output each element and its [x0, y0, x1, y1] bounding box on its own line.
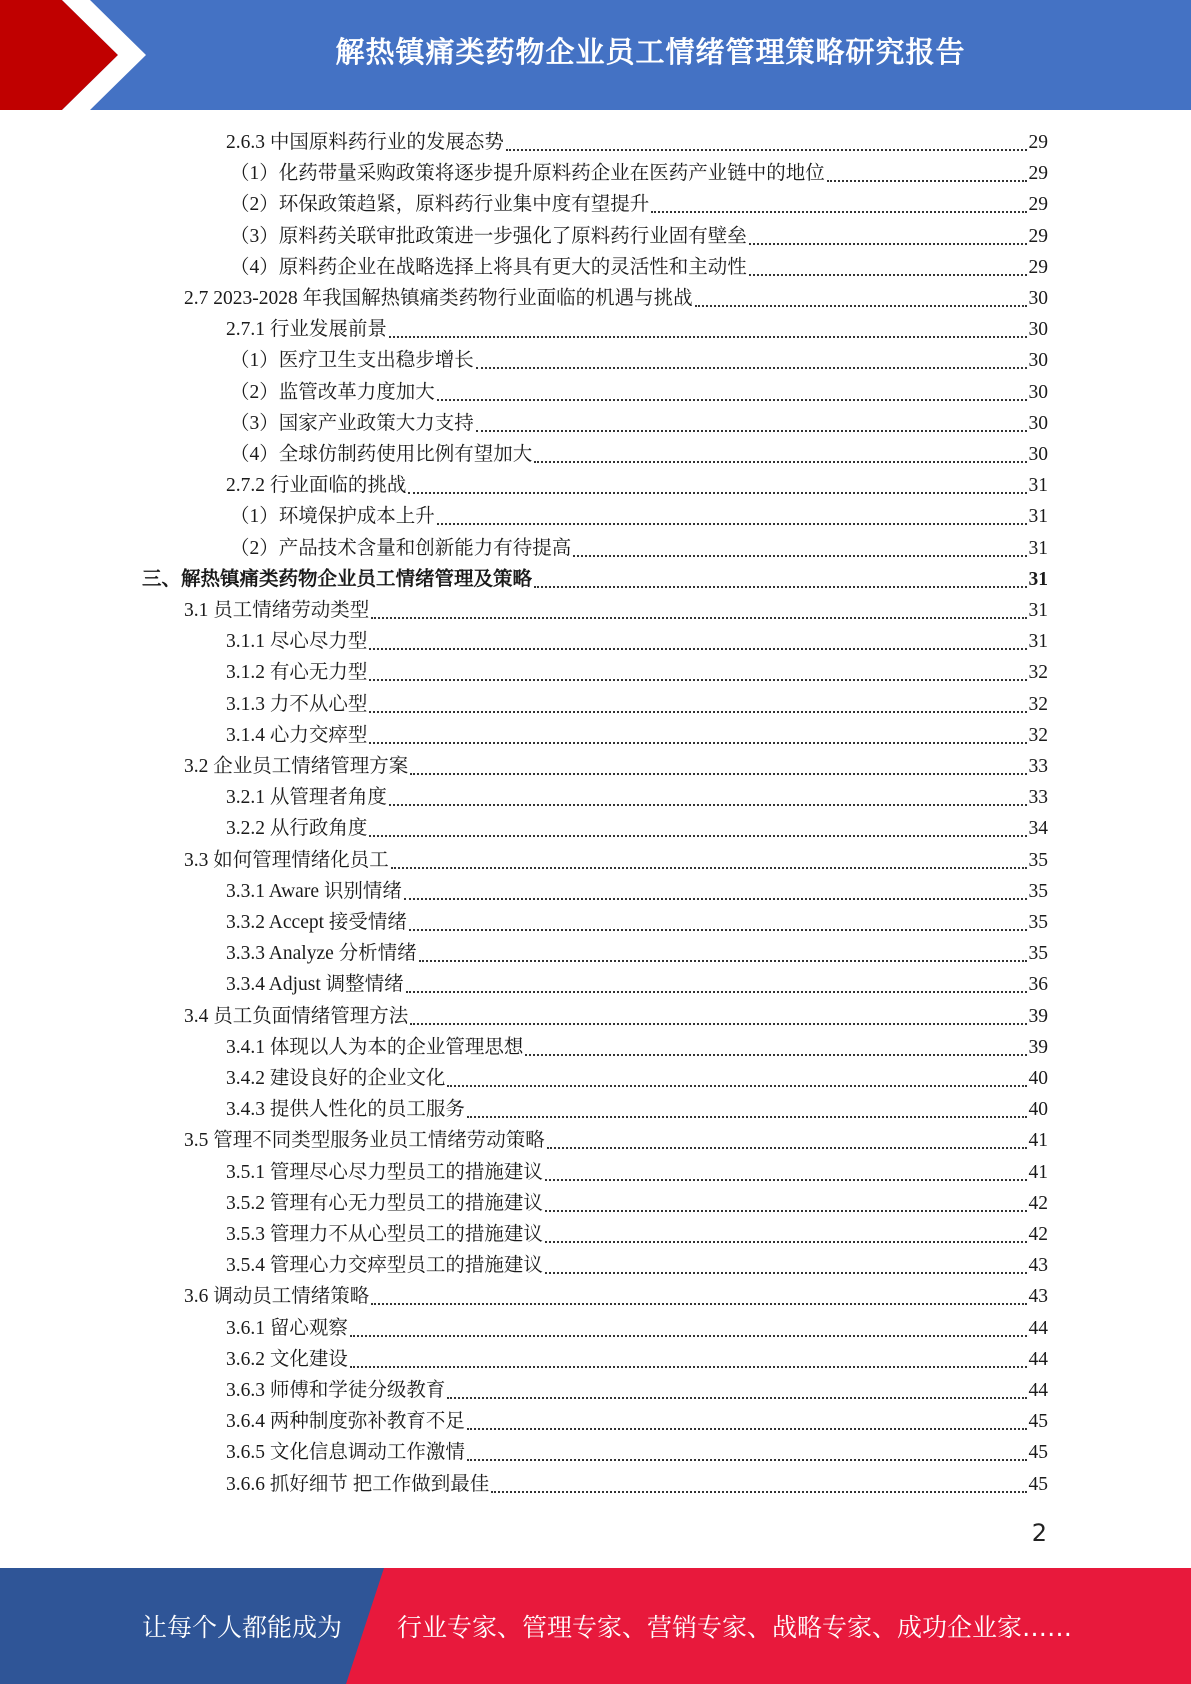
toc-entry-page: 29 [1028, 163, 1048, 184]
toc-entry[interactable] [226, 1250, 1048, 1281]
toc-entry[interactable] [226, 969, 1048, 1000]
toc-entry-page: 35 [1028, 881, 1048, 902]
toc-leader-dots [404, 898, 1027, 900]
toc-leader-dots [491, 1491, 1026, 1493]
toc-entry[interactable] [184, 1125, 1048, 1156]
toc-leader-dots [534, 586, 1026, 588]
toc-leader-dots [545, 1272, 1027, 1274]
toc-entry-label: （1）化药带量采购政策将逐步提升原料药企业在医药产业链中的地位 [230, 163, 825, 184]
toc-entry-page: 31 [1028, 506, 1048, 527]
toc-leader-dots [369, 742, 1026, 744]
header-banner [0, 0, 1191, 110]
toc-entry-label: 2.6.3 中国原料药行业的发展态势 [226, 132, 504, 153]
toc-leader-dots [467, 1116, 1027, 1118]
footer-slogan-left: 让每个人都能成为 [142, 1613, 343, 1642]
toc-leader-dots [371, 617, 1026, 619]
toc-entry-label: 3.6.4 两种制度弥补教育不足 [226, 1411, 465, 1432]
toc-entry[interactable] [184, 283, 1048, 314]
footer-slogan-right: 行业专家、管理专家、营销专家、战略专家、成功企业家…… [397, 1613, 1073, 1642]
footer-banner [0, 1568, 1191, 1684]
toc-entry[interactable] [226, 782, 1048, 813]
toc-entry-label: 3.3.3 Analyze 分析情绪 [226, 943, 417, 964]
toc-entry-label: 3.6.1 留心观察 [226, 1318, 348, 1339]
toc-entry[interactable] [184, 595, 1048, 626]
toc-entry-label: 三、解热镇痛类药物企业员工情绪管理及策略 [142, 569, 533, 590]
toc-entry-page: 29 [1028, 226, 1048, 247]
toc-leader-dots [467, 1459, 1027, 1461]
toc-leader-dots [545, 1241, 1027, 1243]
toc-entry[interactable] [226, 1406, 1048, 1437]
toc-entry-page: 34 [1028, 818, 1048, 839]
toc-leader-dots [506, 149, 1027, 151]
toc-entry-label: （4）原料药企业在战略选择上将具有更大的灵活性和主动性 [230, 257, 747, 278]
toc-entry[interactable] [226, 1063, 1048, 1094]
toc-entry-label: 3.6.2 文化建设 [226, 1349, 348, 1370]
toc-entry-page: 30 [1028, 382, 1048, 403]
toc-entry[interactable] [230, 221, 1048, 252]
toc-entry[interactable] [226, 1219, 1048, 1250]
toc-entry-label: 3.6.3 师傅和学徒分级教育 [226, 1380, 446, 1401]
toc-entry[interactable] [230, 533, 1048, 564]
toc-entry-page: 41 [1028, 1162, 1048, 1183]
toc-entry-label: （4）全球仿制药使用比例有望加大 [230, 444, 533, 465]
toc-entry-page: 44 [1028, 1380, 1048, 1401]
toc-entry[interactable] [226, 907, 1048, 938]
toc-entry-page: 35 [1028, 912, 1048, 933]
toc-leader-dots [437, 523, 1027, 525]
toc-leader-dots [406, 991, 1027, 993]
toc-entry-page: 33 [1028, 756, 1048, 777]
document-title: 解热镇痛类药物企业员工情绪管理策略研究报告 [335, 34, 966, 69]
toc-entry-page: 45 [1028, 1442, 1048, 1463]
toc-entry[interactable] [184, 1001, 1048, 1032]
toc-leader-dots [369, 648, 1026, 650]
toc-entry-page: 30 [1028, 319, 1048, 340]
toc-entry-page: 44 [1028, 1318, 1048, 1339]
toc-entry-label: 3.1.3 力不从心型 [226, 694, 368, 715]
toc-leader-dots [695, 305, 1027, 307]
toc-entry-page: 30 [1028, 444, 1048, 465]
toc-entry-page: 29 [1028, 132, 1048, 153]
toc-entry-label: 3.4 员工负面情绪管理方法 [184, 1006, 409, 1027]
toc-entry[interactable] [230, 252, 1048, 283]
toc-entry[interactable] [226, 1094, 1048, 1125]
toc-entry-label: 3.5.2 管理有心无力型员工的措施建议 [226, 1193, 543, 1214]
toc-leader-dots [467, 1428, 1027, 1430]
toc-entry[interactable] [226, 127, 1048, 158]
toc-entry-label: 3.1.2 有心无力型 [226, 662, 368, 683]
toc-entry-label: （2）环保政策趋紧，原料药行业集中度有望提升 [230, 194, 650, 215]
toc-entry[interactable] [230, 377, 1048, 408]
toc-entry-page: 32 [1028, 725, 1048, 746]
toc-entry-label: 3.4.3 提供人性化的员工服务 [226, 1099, 465, 1120]
toc-entry-page: 32 [1028, 694, 1048, 715]
toc-leader-dots [369, 679, 1026, 681]
toc-entry[interactable] [226, 938, 1048, 969]
toc-leader-dots [391, 867, 1027, 869]
toc-entry-label: 3.3 如何管理情绪化员工 [184, 850, 389, 871]
toc-leader-dots [447, 1085, 1026, 1087]
toc-entry[interactable] [226, 1375, 1048, 1406]
toc-entry[interactable] [230, 439, 1048, 470]
toc-leader-dots [437, 399, 1027, 401]
toc-entry[interactable] [230, 158, 1048, 189]
toc-entry-label: （3）原料药关联审批政策进一步强化了原料药行业固有壁垒 [230, 226, 747, 247]
toc-entry[interactable] [230, 189, 1048, 220]
toc-leader-dots [419, 960, 1027, 962]
toc-entry-page: 30 [1028, 413, 1048, 434]
toc-leader-dots [749, 274, 1027, 276]
toc-entry-page: 42 [1028, 1193, 1048, 1214]
toc-leader-dots [476, 430, 1027, 432]
toc-entry-label: 3.6 调动员工情绪策略 [184, 1286, 370, 1307]
toc-entry[interactable] [226, 657, 1048, 688]
toc-leader-dots [545, 1179, 1027, 1181]
toc-entry-label: 3.2 企业员工情绪管理方案 [184, 756, 409, 777]
toc-entry-label: 3.3.4 Adjust 调整情绪 [226, 974, 404, 995]
toc-entry[interactable] [230, 345, 1048, 376]
toc-leader-dots [389, 804, 1027, 806]
toc-leader-dots [545, 1210, 1027, 1212]
toc-leader-dots [447, 1397, 1026, 1399]
toc-leader-dots [371, 1303, 1026, 1305]
toc-entry[interactable] [184, 751, 1048, 782]
toc-entry[interactable] [226, 876, 1048, 907]
toc-entry[interactable] [226, 720, 1048, 751]
toc-entry-page: 31 [1028, 475, 1048, 496]
toc-leader-dots [408, 492, 1026, 494]
toc-entry-label: 3.1.1 尽心尽力型 [226, 631, 368, 652]
toc-leader-dots [369, 711, 1026, 713]
toc-entry-page: 36 [1028, 974, 1048, 995]
toc-entry-label: 3.5.4 管理心力交瘁型员工的措施建议 [226, 1255, 543, 1276]
toc-entry[interactable] [226, 813, 1048, 844]
toc-entry-page: 29 [1028, 194, 1048, 215]
toc-entry[interactable] [226, 1032, 1048, 1063]
toc-entry-page: 30 [1028, 350, 1048, 371]
toc-leader-dots [369, 835, 1026, 837]
toc-entry[interactable] [226, 626, 1048, 657]
toc-entry-page: 43 [1028, 1255, 1048, 1276]
toc-entry[interactable] [184, 845, 1048, 876]
toc-entry-label: 3.6.6 抓好细节 把工作做到最佳 [226, 1474, 490, 1495]
toc-entry-label: 3.1 员工情绪劳动类型 [184, 600, 370, 621]
toc-leader-dots [409, 929, 1027, 931]
toc-entry-page: 31 [1028, 538, 1048, 559]
toc-leader-dots [350, 1366, 1027, 1368]
toc-leader-dots [476, 367, 1027, 369]
toc-entry-label: 3.5 管理不同类型服务业员工情绪劳动策略 [184, 1130, 545, 1151]
toc-entry-page: 45 [1028, 1474, 1048, 1495]
toc-leader-dots [749, 243, 1027, 245]
toc-entry[interactable] [226, 1437, 1048, 1468]
toc-entry-label: （2）监管改革力度加大 [230, 382, 435, 403]
toc-leader-dots [410, 773, 1026, 775]
toc-entry-label: 2.7.2 行业面临的挑战 [226, 475, 407, 496]
page-number: 2 [1031, 1519, 1047, 1547]
toc-entry-label: 3.3.1 Aware 识别情绪 [226, 881, 402, 902]
toc-entry-label: （1）医疗卫生支出稳步增长 [230, 350, 474, 371]
toc-entry[interactable] [142, 564, 1048, 595]
toc-entry-page: 35 [1028, 943, 1048, 964]
toc-entry-label: （3）国家产业政策大力支持 [230, 413, 474, 434]
toc-leader-dots [547, 1147, 1027, 1149]
toc-entry[interactable] [226, 314, 1048, 345]
toc-entry[interactable] [184, 1281, 1048, 1312]
toc-entry-label: 3.2.2 从行政角度 [226, 818, 368, 839]
toc-entry-page: 29 [1028, 257, 1048, 278]
toc-entry-page: 44 [1028, 1349, 1048, 1370]
toc-leader-dots [573, 555, 1026, 557]
toc-entry-label: 3.1.4 心力交瘁型 [226, 725, 368, 746]
toc-entry-label: 3.6.5 文化信息调动工作激情 [226, 1442, 465, 1463]
toc-entry-label: 2.7.1 行业发展前景 [226, 319, 387, 340]
toc-entry-label: 3.2.1 从管理者角度 [226, 787, 387, 808]
toc-entry-label: 3.4.2 建设良好的企业文化 [226, 1068, 446, 1089]
toc-leader-dots [410, 1023, 1026, 1025]
toc-entry-page: 43 [1028, 1286, 1048, 1307]
toc-leader-dots [651, 211, 1026, 213]
toc-entry[interactable] [226, 1313, 1048, 1344]
toc-entry-label: （2）产品技术含量和创新能力有待提高 [230, 538, 572, 559]
toc-entry-page: 41 [1028, 1130, 1048, 1151]
toc-entry[interactable] [230, 501, 1048, 532]
toc-entry-page: 42 [1028, 1224, 1048, 1245]
toc-leader-dots [827, 180, 1027, 182]
toc-entry-page: 31 [1028, 600, 1048, 621]
toc-entry-page: 35 [1028, 850, 1048, 871]
toc-entry-label: （1）环境保护成本上升 [230, 506, 435, 527]
toc-entry-label: 3.3.2 Accept 接受情绪 [226, 912, 407, 933]
toc-leader-dots [389, 336, 1027, 338]
toc-entry-page: 32 [1028, 662, 1048, 683]
toc-entry-page: 45 [1028, 1411, 1048, 1432]
toc-entry-page: 40 [1028, 1099, 1048, 1120]
toc-entry-label: 3.4.1 体现以人为本的企业管理思想 [226, 1037, 524, 1058]
toc-entry-page: 30 [1028, 288, 1048, 309]
toc-entry-page: 39 [1028, 1006, 1048, 1027]
toc-leader-dots [534, 461, 1026, 463]
toc-entry[interactable] [230, 408, 1048, 439]
toc-entry-page: 39 [1028, 1037, 1048, 1058]
toc-entry[interactable] [226, 689, 1048, 720]
toc-leader-dots [525, 1054, 1026, 1056]
toc-entry-page: 31 [1028, 631, 1048, 652]
toc-entry[interactable] [226, 1469, 1048, 1500]
toc-entry-page: 31 [1028, 569, 1048, 590]
toc-entry-page: 33 [1028, 787, 1048, 808]
toc-entry-label: 3.5.3 管理力不从心型员工的措施建议 [226, 1224, 543, 1245]
toc-entry-label: 3.5.1 管理尽心尽力型员工的措施建议 [226, 1162, 543, 1183]
toc-entry-page: 40 [1028, 1068, 1048, 1089]
toc-entry[interactable] [226, 1344, 1048, 1375]
toc-leader-dots [350, 1335, 1027, 1337]
toc-entry-label: 2.7 2023-2028 年我国解热镇痛类药物行业面临的机遇与挑战 [184, 288, 693, 309]
toc-entry[interactable] [226, 1157, 1048, 1188]
toc-entry[interactable] [226, 470, 1048, 501]
toc-entry[interactable] [226, 1188, 1048, 1219]
